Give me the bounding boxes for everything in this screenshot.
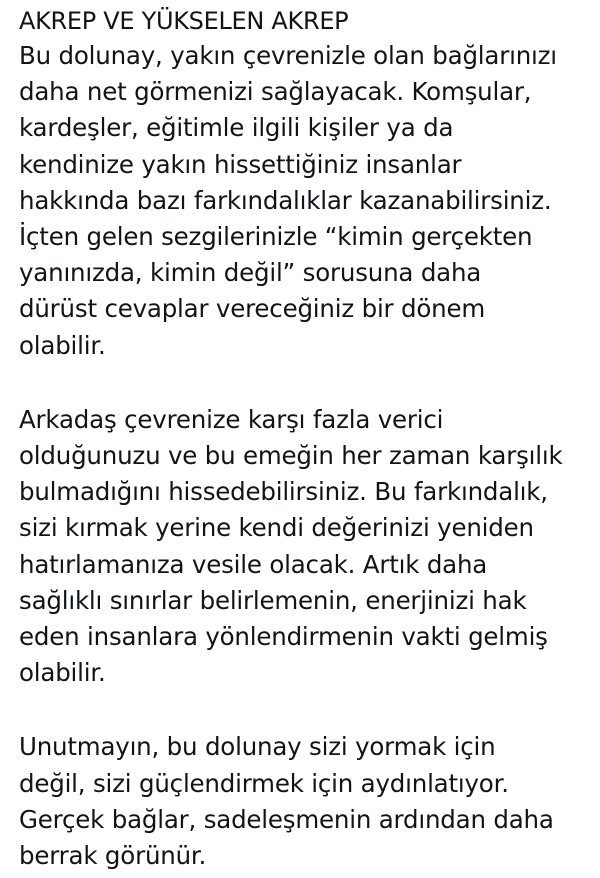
text-line: değil, sizi güçlendirmek için aydınlatıyor. [19,768,509,798]
text-line: sağlıklı sınırlar belirlemenin, enerjinizi hak [19,585,527,615]
text-line: Bu dolunay, yakın çevrenizle olan bağlarınızı [19,41,557,70]
post-text [19,5,594,874]
paragraph-1 [19,38,594,364]
text-line: berrak görünür. [19,841,207,871]
text-line: eden insanlara yönlendirmenin vakti gelmiş [19,622,548,652]
paragraph-3 [19,729,594,874]
text-line: İçten gelen sezgilerinizle “kimin gerçekten [19,222,533,252]
text-line: hakkında bazı farkındalıklar kazanabilirsiniz. [19,185,552,215]
text-line: bulmadığını hissedebilirsiniz. Bu farkındalık, [19,477,548,507]
paragraph-spacer [19,691,594,729]
paragraph-2 [19,402,594,692]
text-line: sizi kırmak yerine kendi değerinizi yeniden [19,513,534,543]
text-line: Gerçek bağlar, sadeleşmenin ardından daha [19,804,554,834]
text-line: kardeşler, eğitimle ilgili kişiler ya da [19,113,454,143]
text-line: Unutmayın, bu dolunay sizi yormak için [19,732,496,762]
text-line: olduğunuzu ve bu emeğin her zaman karşılık [19,441,563,471]
text-line: daha net görmenizi sağlayacak. Komşular, [19,77,532,107]
text-line: kendinize yakın hissettiğiniz insanlar [19,149,462,179]
text-line: Arkadaş çevrenize karşı fazla verici [19,404,444,434]
paragraph-spacer [19,364,594,402]
text-line: hatırlamanıza vesile olacak. Artık daha [19,549,488,579]
text-line: dürüst cevaplar vereceğiniz bir dönem [19,294,486,324]
text-line: olabilir. [19,658,106,688]
text-line: yanınızda, kimin değil” sorusuna daha [19,258,482,288]
text-line: olabilir. [19,330,106,360]
post-title: AKREP VE YÜKSELEN AKREP [19,7,349,35]
